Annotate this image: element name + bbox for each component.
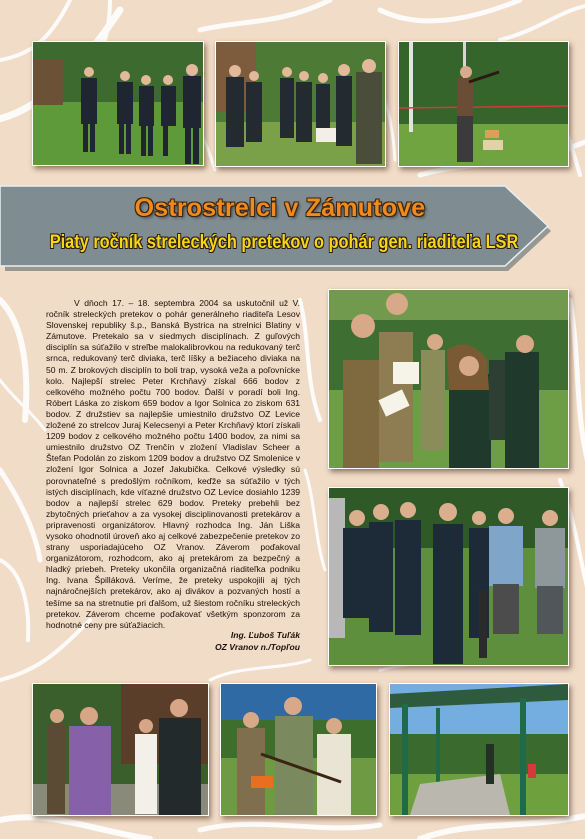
signature-org: OZ Vranov n./Topľou	[214, 641, 300, 652]
article-body	[46, 298, 300, 631]
article-paragraph: V dňoch 17. – 18. septembra 2004 sa uskutočnil už V. ročník streleckých pretekov o pohár generálneho riaditeľa Lesov Slovenskej republiky š.p., Banská Bystrica na strelnici Blatiny v Zámutove. Pretekalo sa v siedmych disciplínach. Z guľových disciplín sa súťažilo v streľbe malokalibrovkou na redukovaný terč srnca, redukovaný terč diviaka, terč líšky a bežiaceho diviaka na 50 m. Z brokových disciplín to boli trap, vysoká veža a poľovnícke kolo. Najlepší strelec Peter Krchňavý získal 666 bodov z celkového možného počtu 700 bodov. Ďalší v poradí boli Ing. Róbert Láska zo ziskom 659 bodov a Igor Solnica zo ziskom 631 bodov. Z družstiev sa najlepšie umiestnilo družstvo OZ Levice zložené zo strelcov Juraj Kelecsenyi a Peter Krchňavý ktorí získali 1209 bodov z celkového možného počtu 1400 bodov, za nimi sa umiestnilo družstvo OZ Trenčín v zložení Vladislav Scheer a Štefan Podolán zo ziskom 1209 bodov a družstvo OZ Smolenice v zložení Igor Solnica a Jozef Jakubička. Celkové výsledky sú porovnateľné s predošlým ročníkom, keďže sa súťažilo v tých istých disciplínach, kde víťazné družstvo OZ Levice dosiahlo 1239 bodov a najlepší strelec 629 bodov. Preteky prebehli bez zbytočných prieťahov a za vysokej disciplinovanosti pretekárov a pripravenosti organizátorov. Hlavný rozhodca Ing. Ján Liška vysoko ohodnotil úroveň ako aj celkové zabezpečenie pretekov zo strany usporiadajúceho OZ Vranov. Záverom poďakoval organizátorom, rozhodcom, ako aj pretekárom za bezpečný a hladký priebeh. Preteky ukončila organizačná riaditeľka podniku Ing. Ivana Špilláková. Veríme, že preteky uspokojili aj tých najnáročnejších pretekárov, ako aj divákov a pozvaných hostí a tešíme sa na stretnutie pri ďalšom, už šiestom ročníku streleckých pretekov. Záverom chceme poďakovať všetkým sponzorom za hodnotné ceny pre súťažiacich.	[46, 298, 300, 630]
photo-award-presentation	[328, 289, 569, 469]
page-subtitle: Piaty ročník streleckých pretekov o pohár gen. riaditeľa LSR	[49, 232, 519, 253]
article-signature	[150, 630, 300, 653]
photo-ceremony-near-cabin	[32, 683, 209, 816]
title-banner	[0, 182, 585, 274]
photo-group-at-targets	[215, 41, 386, 167]
signature-name: Ing. Ľuboš Tuľák	[230, 630, 300, 640]
photo-shooters-lineup	[32, 41, 204, 166]
photo-winners-group	[328, 487, 569, 666]
photo-shooter-aiming	[398, 41, 569, 167]
photo-shooting-range-shelter	[389, 683, 569, 816]
photo-gun-prize	[220, 683, 377, 816]
page-title: Ostrostrelci v Zámutove	[134, 194, 426, 222]
